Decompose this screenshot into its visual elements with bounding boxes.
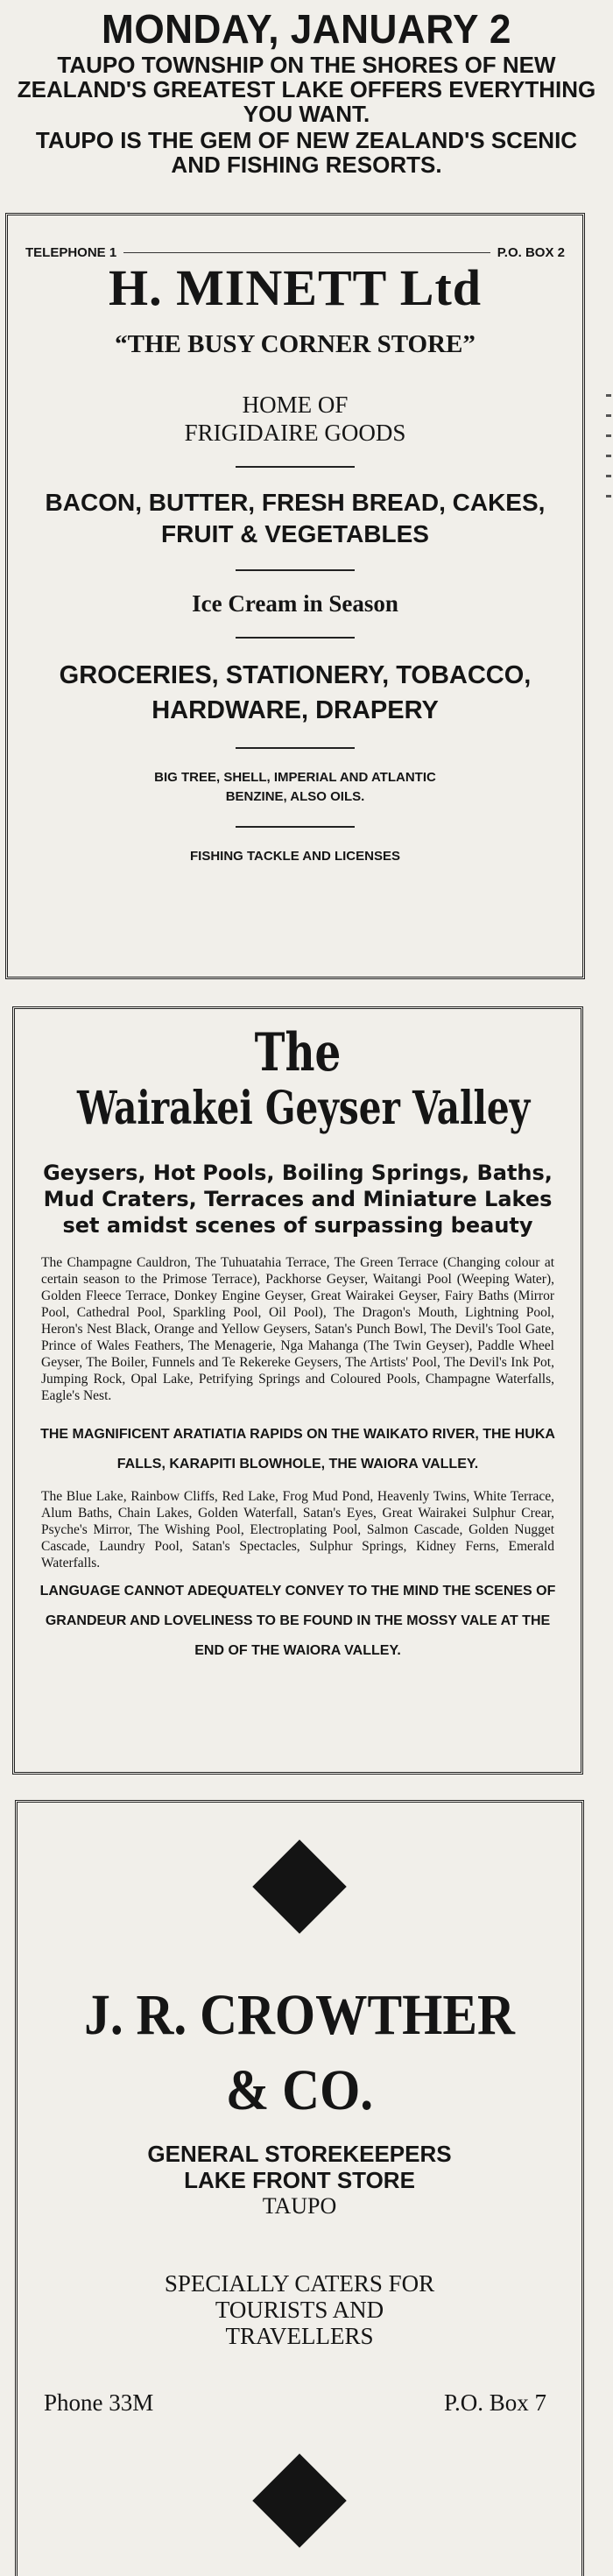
benzine-line-1: BIG TREE, SHELL, IMPERIAL AND ATLANTIC <box>154 770 436 785</box>
town-name: TAUPO <box>262 2193 337 2219</box>
caters-line-3: TRAVELLERS <box>225 2323 374 2349</box>
groceries-text: GROCERIES, STATIONERY, TOBACCO, HARDWARE, DRAPERY <box>59 661 532 724</box>
closing-text: LANGUAGE CANNOT ADEQUATELY CONVEY TO THE MIND THE SCENES OF GRANDEUR AND LOVELINESS TO BE FOUND IN THE MOSSY VALE AT THE END OF THE WAIORA VALLEY. <box>39 1584 556 1658</box>
fishing-text: FISHING TACKLE AND LICENSES <box>189 849 400 864</box>
attractions-text: Geysers, Hot Pools, Boiling Springs, Baths, Mud Craters, Terraces and Miniature Lakes set amidst scenes of surpassing beauty <box>43 1161 553 1238</box>
contact-row <box>8 245 582 260</box>
attractions-list-1: The Champagne Cauldron, The Tuhuatahia Terrace, The Green Terrace (Changing colour at certain season to the Primose Terrace), Packhorse Geyser, Waitangi Pool (Weeping Water), Golden Fleece Terrace, Donkey Engine Geyser, Great Wairakei Geyser, Fairy Baths (Mirror Pool, Cathedral Pool, Sparkling Pool, Oil Pool), The Dragon's Mouth, Lightning Pool, Heron's Nest Black, Orange and Yellow Geysers, Satan's Punch Bowl, The Devil's Tool Gate, Prince of Wales Feathers, The Menagerie, Nga Mahanga (The Twin Geyser), Paddle Wheel Geyser, The Boiler, Funnels and Te Rekereke Geysers, The Artists' Pool, The Devil's Ink Pot, Jumping Rock, Opal Lake, Petrifying Springs and Coloured Pools, Champagne Waterfalls, Eagle's Nest. <box>41 1255 554 1403</box>
minett-advertisement <box>5 213 585 979</box>
contact-row <box>18 2389 581 2417</box>
ad-title-the: The <box>254 1022 342 1083</box>
header-tagline-2: TAUPO IS THE GEM OF NEW ZEALAND'S SCENIC AND FISHING RESORTS. <box>35 127 578 178</box>
ad-title: Wairakei Geyser Valley <box>77 1082 531 1135</box>
caters-line-2: TOURISTS AND <box>215 2297 384 2323</box>
divider <box>236 569 355 571</box>
telephone-number: TELEPHONE 1 <box>25 245 117 260</box>
divider <box>236 637 355 639</box>
frigidaire-label: FRIGIDAIRE GOODS <box>184 420 406 446</box>
aratiatia-text: THE MAGNIFICENT ARATIATIA RAPIDS ON THE WAIKATO RIVER, THE HUKA FALLS, KARAPITI BLOWHOLE, THE WAIORA VALLEY. <box>40 1427 555 1471</box>
crowther-advertisement <box>15 1800 584 2576</box>
divider <box>123 252 490 253</box>
caters-line-1: SPECIALLY CATERS FOR <box>164 2270 435 2297</box>
phone-number: Phone 33M <box>44 2389 154 2416</box>
storekeepers-label: GENERAL STOREKEEPERS <box>147 2141 452 2167</box>
store-location: LAKE FRONT STORE <box>184 2167 415 2193</box>
page-edge-marks <box>606 394 611 1095</box>
page-header <box>0 0 613 177</box>
divider <box>236 826 355 828</box>
divider <box>236 466 355 468</box>
benzine-line-2: BENZINE, ALSO OILS. <box>225 789 365 804</box>
company-suffix: & CO. <box>225 2058 374 2122</box>
header-tagline-1: TAUPO TOWNSHIP ON THE SHORES OF NEW ZEALAND'S GREATEST LAKE OFFERS EVERYTHING YOU WANT. <box>17 52 596 127</box>
home-of-label: HOME OF <box>242 392 349 418</box>
diamond-ornament-icon <box>252 2453 346 2547</box>
ice-cream-text: Ice Cream in Season <box>192 590 398 617</box>
store-name: H. MINETT Ltd <box>108 259 483 316</box>
po-box: P.O. BOX 2 <box>497 245 565 260</box>
divider <box>236 747 355 749</box>
po-box: P.O. Box 7 <box>443 2389 546 2416</box>
wairakei-advertisement <box>12 1006 583 1775</box>
attractions-list-2: The Blue Lake, Rainbow Cliffs, Red Lake, Frog Mud Pond, Heavenly Twins, White Terrace, Alum Baths, Chain Lakes, Golden Waterfall, Satan's Eyes, Great Wairakei Sulphur Crear, Psyche's Mirror, The Wishing Pool, Electroplating Pool, Salmon Cascade, Golden Nugget Cascade, Laundry Pool, Satan's Spectacles, Sulphur Springs, Kidney Ferns, Emerald Waterfalls. <box>41 1489 554 1570</box>
company-name: J. R. CROWTHER <box>84 1983 515 2047</box>
store-slogan: “THE BUSY CORNER STORE” <box>115 330 476 358</box>
provisions-text: BACON, BUTTER, FRESH BREAD, CAKES, FRUIT & VEGETABLES <box>45 489 546 547</box>
page-date: MONDAY, JANUARY 2 <box>102 6 511 52</box>
